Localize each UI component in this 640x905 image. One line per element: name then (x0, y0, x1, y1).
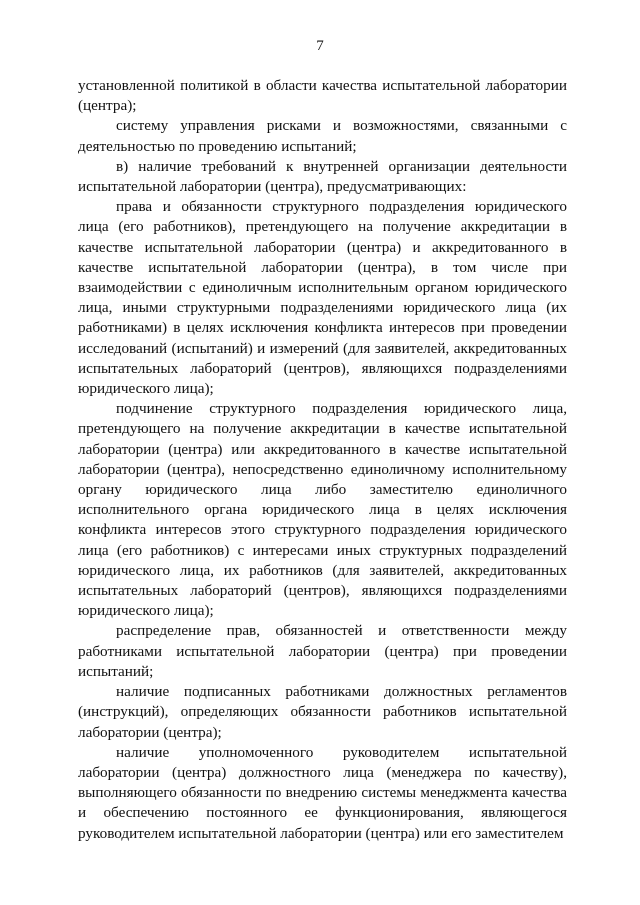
paragraph-5: подчинение структурного подразделения юридического лица, претендующего на получение аккредитации в качестве испытательной лаборатории (центра) или аккредитованного в качестве испытательной лаборатории (центра), непосредственно единоличному исполнительному органу юридического лица либо заместителю единоличного исполнительного органа юридического лица в целях исключения конфликта интересов этого структурного подразделения юридического лица (его работников) с интересами иных структурных подразделений юридического лица, их работников (для заявителей, аккредитованных испытательных лабораторий (центров), являющихся подразделениями юридического лица); (78, 400, 567, 620)
paragraph-6: распределение прав, обязанностей и ответственности между работниками испытательной лаборатории (центра) при проведении испытаний; (78, 622, 567, 680)
paragraph-7: наличие подписанных работниками должностных регламентов (инструкций), определяющих обязанности работников испытательной лаборатории (центра); (78, 683, 567, 741)
paragraph-8: наличие уполномоченного руководителем испытательной лаборатории (центра) должностного лица (менеджера по качеству), выполняющего обязанности по внедрению системы менеджмента качества и обеспечению постоянного ее функционирования, являющегося руководителем испытательной лаборатории (центра) или его заместителем (78, 743, 567, 842)
document-body (78, 76, 567, 844)
paragraph-1: установленной политикой в области качества испытательной лаборатории (центра); (78, 77, 567, 115)
paragraph-4: права и обязанности структурного подразделения юридического лица (его работников), претендующего на получение аккредитации в качестве испытательной лаборатории (центра) и аккредитованного в качестве испытательной лаборатории (центра), в том числе при взаимодействии с единоличным исполнительным органом юридического лица, иными структурными подразделениями юридического лица (их работниками) в целях исключения конфликта интересов при проведении исследований (испытаний) и измерений (для заявителей, аккредитованных испытательных лабораторий (центров), являющихся подразделениями юридического лица); (78, 198, 567, 398)
paragraph-2: систему управления рисками и возможностями, связанными с деятельностью по проведению испытаний; (78, 117, 567, 155)
page-number: 7 (316, 38, 324, 54)
paragraph-3: в) наличие требований к внутренней организации деятельности испытательной лаборатории (центра), предусматривающих: (78, 157, 567, 196)
